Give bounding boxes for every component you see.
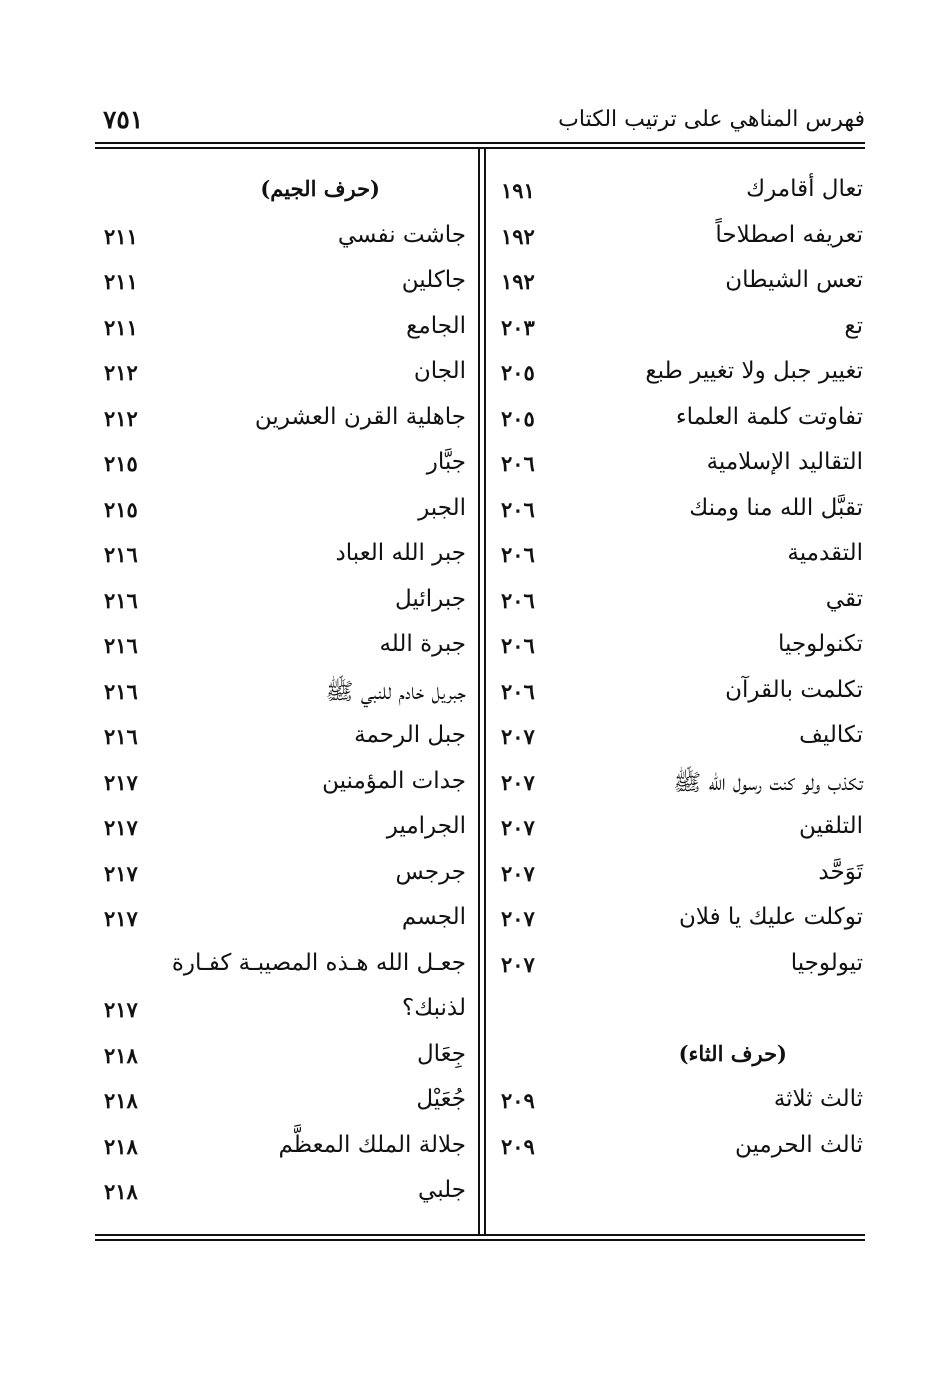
index-column-right <box>497 172 867 1173</box>
entry-page-number: ٢٠٥ <box>501 360 535 385</box>
entry-term: الجسم <box>401 904 466 930</box>
entry-term: توكلت عليك يا فلان <box>678 904 863 930</box>
index-entry <box>497 172 867 218</box>
index-entry <box>100 309 470 355</box>
entry-page-number: ٢١٢ <box>104 405 138 431</box>
entry-page-number: ٢٠٣ <box>501 314 535 340</box>
entry-page-number: ٢١٧ <box>104 769 138 795</box>
section-heading: (حرف الجيم) <box>260 176 380 201</box>
entry-page-number: ٢٠٦ <box>501 587 535 613</box>
entry-page-number: ٢١٨ <box>104 1042 138 1068</box>
index-entry <box>497 400 867 446</box>
entry-page-number: ٢٠٦ <box>501 542 535 567</box>
entry-page-number: ٢١١ <box>104 269 138 294</box>
entry-term: تعال أقامرك <box>746 176 863 202</box>
column-divider-left-line <box>478 149 480 1236</box>
index-entry <box>497 582 867 628</box>
entry-term: تغيير جبل ولا تغيير طبع <box>645 358 863 384</box>
entry-term: جاكلين <box>401 267 466 293</box>
entry-page-number: ٢٠٧ <box>501 906 535 931</box>
index-entry <box>100 809 470 855</box>
index-entry <box>100 900 470 946</box>
entry-page-number: ٢٠٩ <box>501 1133 535 1159</box>
entry-page-number: ٢٠٦ <box>501 633 535 658</box>
entry-page-number: ٢١٦ <box>104 542 138 567</box>
entry-term: جُعَيْل <box>416 1086 466 1112</box>
index-entry <box>100 536 470 582</box>
index-entry <box>100 1173 470 1219</box>
entry-term: جلالة الملك المعظَّم <box>278 1131 466 1158</box>
entry-term: التقاليد الإسلامية <box>706 449 863 475</box>
entry-term: جلبي <box>418 1177 466 1203</box>
entry-term: جبريل خادم للنبي ﷺ <box>325 678 466 705</box>
entry-term: جدات المؤمنين <box>322 767 466 794</box>
entry-page-number: ٢١٦ <box>104 724 138 749</box>
index-entry <box>497 536 867 582</box>
entry-term: تقي <box>825 585 863 612</box>
index-entry <box>497 1082 867 1128</box>
page-header <box>95 105 865 145</box>
entry-page-number: ٢٠٦ <box>501 496 535 522</box>
index-entry <box>100 1082 470 1128</box>
index-entry <box>100 764 470 810</box>
entry-page-number: ٢٠٧ <box>501 951 535 977</box>
entry-page-number: ٢١٧ <box>104 815 138 840</box>
entry-page-number: ١٩١ <box>501 178 535 203</box>
entry-term: تع <box>844 312 863 339</box>
entry-term: تعس الشيطان <box>725 267 863 293</box>
index-entry <box>497 491 867 537</box>
entry-page-number: ١٩٢ <box>501 269 535 294</box>
index-entry <box>100 263 470 309</box>
entry-term: الجامع <box>406 312 466 339</box>
entry-page-number: ٢١٧ <box>104 860 138 886</box>
index-entry <box>497 900 867 946</box>
index-column-left <box>100 172 470 1219</box>
index-entry <box>100 1037 470 1083</box>
entry-page-number: ٢١٧ <box>104 906 138 931</box>
entry-term: الجرامير <box>386 813 466 839</box>
index-entry <box>100 673 470 719</box>
footer-rule-bottom <box>95 1239 865 1241</box>
index-entry <box>100 991 470 1037</box>
footer-rule-top <box>95 1234 865 1236</box>
index-entry <box>497 809 867 855</box>
entry-page-number: ٢٠٧ <box>501 815 535 840</box>
entry-term: جِعَال <box>416 1040 466 1067</box>
entry-page-number: ٢٠٧ <box>501 769 535 795</box>
index-entry <box>100 627 470 673</box>
section-heading-row <box>100 172 470 218</box>
entry-term: تقبَّل الله منا ومنك <box>689 494 863 521</box>
entry-term: التقدمية <box>787 540 863 566</box>
header-rule-bottom <box>95 147 865 149</box>
entry-page-number: ٢١٧ <box>104 997 138 1022</box>
index-entry <box>497 263 867 309</box>
entry-term: تَوَحَّد <box>818 858 863 885</box>
entry-page-number: ٢١٦ <box>104 678 138 704</box>
column-divider-right-line <box>484 149 486 1236</box>
entry-page-number: ٢١١ <box>104 223 138 249</box>
entry-page-number: ٢١٥ <box>104 451 138 476</box>
index-entry <box>100 445 470 491</box>
entry-page-number: ٢١٦ <box>104 587 138 613</box>
entry-term: جعـل الله هـذه المصيبـة كفـارة <box>171 949 466 976</box>
index-entry <box>100 946 470 992</box>
entry-page-number: ٢٠٦ <box>501 678 535 704</box>
index-entry <box>100 354 470 400</box>
section-heading: (حرف الثاء) <box>678 1040 787 1066</box>
index-entry <box>497 718 867 764</box>
running-title: فهرس المناهي على ترتيب الكتاب <box>558 107 865 132</box>
index-entry <box>100 718 470 764</box>
entry-term: تعريفه اصطلاحاً <box>715 221 863 248</box>
entry-page-number: ٢٠٧ <box>501 860 535 886</box>
index-entry <box>497 354 867 400</box>
entry-term: تكنولوجيا <box>778 631 863 657</box>
entry-term: جبر الله العباد <box>335 540 466 566</box>
index-entry <box>100 855 470 901</box>
index-entry <box>497 627 867 673</box>
index-entry <box>100 400 470 446</box>
entry-page-number: ٢١٨ <box>104 1088 138 1113</box>
header-rule-top <box>95 142 865 144</box>
entry-term: الجان <box>413 358 466 384</box>
index-entry <box>497 673 867 719</box>
index-entry <box>497 764 867 810</box>
entry-page-number: ٢٠٥ <box>501 405 535 431</box>
entry-term: الجبر <box>418 494 466 521</box>
entry-page-number: ٢١٨ <box>104 1179 138 1204</box>
index-entry <box>100 491 470 537</box>
entry-term: التلقين <box>798 813 863 839</box>
index-entry <box>100 218 470 264</box>
entry-term: جبَّار <box>426 449 466 475</box>
index-entry <box>497 309 867 355</box>
section-heading-row <box>497 1037 867 1083</box>
entry-page-number: ٢١٦ <box>104 633 138 658</box>
entry-term: تكذب ولو كنت رسول الله ﷺ <box>673 769 863 796</box>
index-entry <box>100 582 470 628</box>
entry-page-number: ٢١٢ <box>104 360 138 385</box>
entry-term: تيولوجيا <box>790 949 863 976</box>
entry-term: ثالث الحرمين <box>734 1131 863 1158</box>
entry-page-number: ٢٠٩ <box>501 1088 535 1113</box>
entry-term: تفاوتت كلمة العلماء <box>675 403 863 430</box>
index-entry <box>497 1128 867 1174</box>
entry-term: تكلمت بالقرآن <box>725 676 863 703</box>
entry-term: جرجس <box>395 858 466 885</box>
index-entry <box>497 218 867 264</box>
entry-page-number: ٢٠٦ <box>501 451 535 476</box>
entry-page-number: ١٩٢ <box>501 223 535 249</box>
entry-term: تكاليف <box>799 722 863 748</box>
entry-term: جاهلية القرن العشرين <box>254 403 466 430</box>
index-entry <box>497 855 867 901</box>
blank-row <box>497 991 867 1037</box>
entry-term: جبرة الله <box>379 631 466 657</box>
entry-term: جبل الرحمة <box>354 722 466 748</box>
entry-term: جاشت نفسي <box>337 221 466 248</box>
index-entry <box>497 445 867 491</box>
entry-page-number: ٢١١ <box>104 314 138 340</box>
entry-term: لذنبك؟ <box>401 995 466 1021</box>
entry-page-number: ٢١٥ <box>104 496 138 522</box>
entry-term: جبرائيل <box>395 585 466 612</box>
index-entry <box>100 1128 470 1174</box>
entry-page-number: ٢١٨ <box>104 1133 138 1159</box>
page-number: ٧٥١ <box>103 105 144 134</box>
index-entry <box>497 946 867 992</box>
entry-term: ثالث ثلاثة <box>773 1086 863 1112</box>
entry-page-number: ٢٠٧ <box>501 724 535 749</box>
